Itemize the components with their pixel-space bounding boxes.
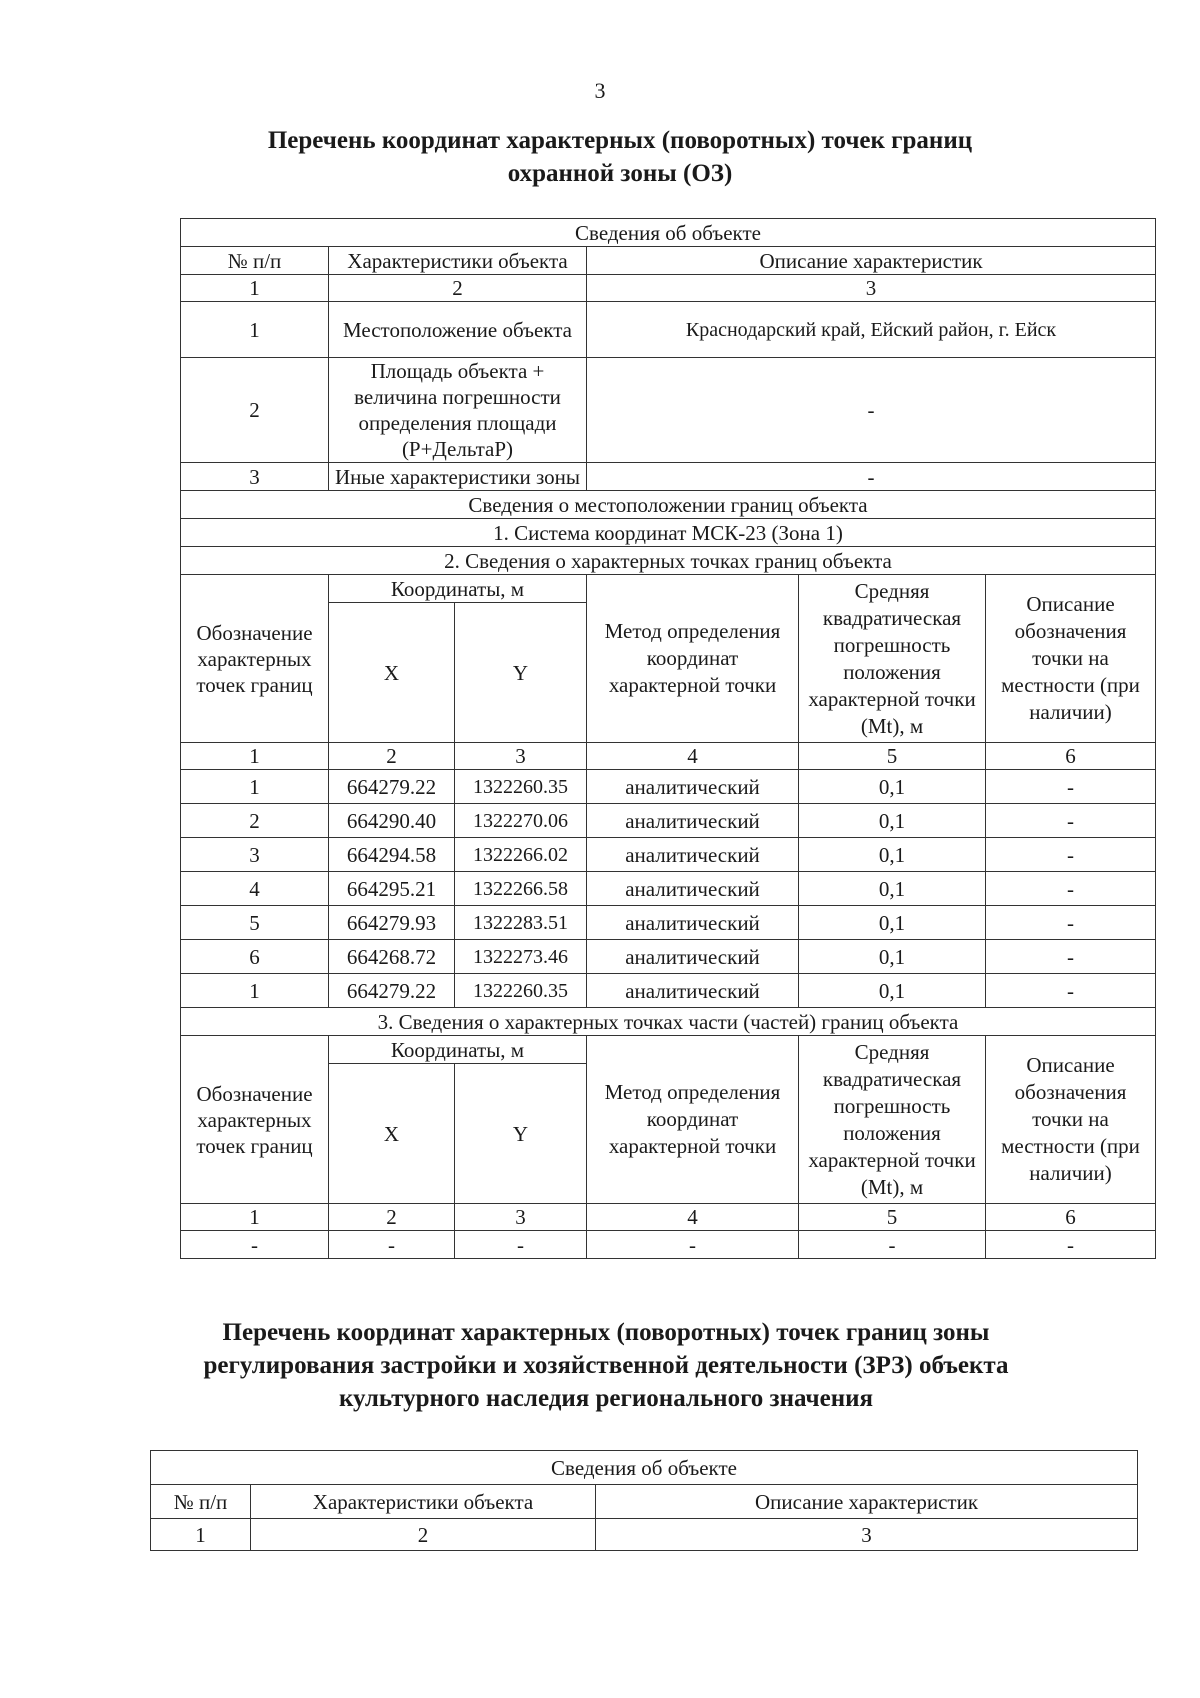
- parts-cell: -: [329, 1231, 455, 1259]
- zrz-col-desc: Описание характеристик: [596, 1485, 1138, 1519]
- zrz-section-object: Сведения об объекте: [151, 1451, 1138, 1485]
- parts-idx-6: 6: [986, 1204, 1156, 1231]
- parts-cell: -: [587, 1231, 799, 1259]
- point-mt: 0,1: [799, 974, 986, 1008]
- point-mt: 0,1: [799, 838, 986, 872]
- table-row: [181, 838, 1156, 872]
- points-idx-2: 2: [329, 743, 455, 770]
- parts-cell: -: [986, 1231, 1156, 1259]
- point-number: 6: [181, 940, 329, 974]
- oz-row-num: 1: [181, 302, 329, 358]
- parts-cell: -: [455, 1231, 587, 1259]
- oz-col-num: № п/п: [181, 247, 329, 275]
- point-x: 664290.40: [329, 804, 455, 838]
- point-desc: -: [986, 804, 1156, 838]
- point-x: 664268.72: [329, 940, 455, 974]
- points-error-header: Средняя квадратическая погрешность положения характерной точки (Mt), м: [799, 575, 986, 743]
- oz-title: Перечень координат характерных (поворотных) точек границ охранной зоны (ОЗ): [267, 127, 973, 187]
- point-number: 4: [181, 872, 329, 906]
- oz-idx-2: 2: [329, 275, 587, 302]
- parts-cell: -: [799, 1231, 986, 1259]
- point-method: аналитический: [587, 770, 799, 804]
- point-number: 3: [181, 838, 329, 872]
- zrz-table: [150, 1450, 1138, 1551]
- oz-row-name: Иные характеристики зоны: [329, 463, 587, 491]
- point-y: 1322270.06: [455, 804, 587, 838]
- point-x: 664279.93: [329, 906, 455, 940]
- parts-idx-2: 2: [329, 1204, 455, 1231]
- parts-idx-5: 5: [799, 1204, 986, 1231]
- oz-parts-title: 3. Сведения о характерных точках части (частей) границ объекта: [181, 1008, 1156, 1036]
- point-number: 5: [181, 906, 329, 940]
- point-number: 1: [181, 770, 329, 804]
- point-number: 2: [181, 804, 329, 838]
- oz-row-value: Краснодарский край, Ейский район, г. Ейск: [587, 302, 1156, 358]
- point-method: аналитический: [587, 838, 799, 872]
- point-x: 664294.58: [329, 838, 455, 872]
- point-y: 1322273.46: [455, 940, 587, 974]
- point-desc: -: [986, 974, 1156, 1008]
- zrz-idx-1: 1: [151, 1519, 251, 1551]
- parts-coords-header: Координаты, м: [329, 1036, 587, 1064]
- oz-section-object: Сведения об объекте: [181, 219, 1156, 247]
- point-desc: -: [986, 906, 1156, 940]
- zrz-idx-3: 3: [596, 1519, 1138, 1551]
- point-mt: 0,1: [799, 906, 986, 940]
- point-mt: 0,1: [799, 940, 986, 974]
- point-method: аналитический: [587, 804, 799, 838]
- oz-points-title: 2. Сведения о характерных точках границ объекта: [181, 547, 1156, 575]
- oz-row-value: -: [587, 358, 1156, 463]
- point-desc: -: [986, 872, 1156, 906]
- table-row: [181, 872, 1156, 906]
- parts-idx-3: 3: [455, 1204, 587, 1231]
- point-method: аналитический: [587, 872, 799, 906]
- parts-y-header: Y: [455, 1064, 587, 1204]
- parts-idx-1: 1: [181, 1204, 329, 1231]
- zrz-idx-2: 2: [251, 1519, 596, 1551]
- points-method-header: Метод определения координат характерной точки: [587, 575, 799, 743]
- points-idx-1: 1: [181, 743, 329, 770]
- table-row: [181, 770, 1156, 804]
- oz-coord-system: 1. Система координат МСК-23 (Зона 1): [181, 519, 1156, 547]
- point-desc: -: [986, 838, 1156, 872]
- zrz-col-num: № п/п: [151, 1485, 251, 1519]
- table-row: [181, 1231, 1156, 1259]
- point-method: аналитический: [587, 940, 799, 974]
- oz-row-name: Площадь объекта + величина погрешности определения площади (P+ДельтаP): [329, 358, 587, 463]
- zrz-col-char: Характеристики объекта: [251, 1485, 596, 1519]
- points-idx-4: 4: [587, 743, 799, 770]
- point-mt: 0,1: [799, 872, 986, 906]
- point-method: аналитический: [587, 974, 799, 1008]
- point-y: 1322266.58: [455, 872, 587, 906]
- points-idx-5: 5: [799, 743, 986, 770]
- point-x: 664279.22: [329, 770, 455, 804]
- parts-x-header: X: [329, 1064, 455, 1204]
- oz-col-desc: Описание характеристик: [587, 247, 1156, 275]
- zrz-title: Перечень координат характерных (поворотных) точек границ зоны регулирования застройки и хозяйственной деятельности (ЗРЗ) объекта культурного наследия регионального значения: [203, 1319, 1009, 1412]
- point-number: 1: [181, 974, 329, 1008]
- point-desc: -: [986, 940, 1156, 974]
- parts-description-header: Описание обозначения точки на местности (при наличии): [986, 1036, 1156, 1204]
- parts-idx-4: 4: [587, 1204, 799, 1231]
- page-number: 3: [594, 78, 606, 103]
- table-row: [181, 974, 1156, 1008]
- point-mt: 0,1: [799, 804, 986, 838]
- table-row: [181, 804, 1156, 838]
- point-x: 664295.21: [329, 872, 455, 906]
- oz-section-location: Сведения о местоположении границ объекта: [181, 491, 1156, 519]
- oz-row-num: 3: [181, 463, 329, 491]
- oz-row-value: -: [587, 463, 1156, 491]
- point-y: 1322260.35: [455, 974, 587, 1008]
- points-coords-header: Координаты, м: [329, 575, 587, 603]
- points-x-header: X: [329, 603, 455, 743]
- points-idx-3: 3: [455, 743, 587, 770]
- parts-cell: -: [181, 1231, 329, 1259]
- point-y: 1322283.51: [455, 906, 587, 940]
- points-y-header: Y: [455, 603, 587, 743]
- points-idx-6: 6: [986, 743, 1156, 770]
- oz-row-name: Местоположение объекта: [329, 302, 587, 358]
- table-row: [181, 940, 1156, 974]
- parts-designation-header: Обозначение характерных точек границ: [181, 1036, 329, 1204]
- oz-col-char: Характеристики объекта: [329, 247, 587, 275]
- table-row: [181, 906, 1156, 940]
- oz-idx-3: 3: [587, 275, 1156, 302]
- point-y: 1322266.02: [455, 838, 587, 872]
- oz-idx-1: 1: [181, 275, 329, 302]
- parts-error-header: Средняя квадратическая погрешность положения характерной точки (Mt), м: [799, 1036, 986, 1204]
- point-desc: -: [986, 770, 1156, 804]
- point-mt: 0,1: [799, 770, 986, 804]
- point-method: аналитический: [587, 906, 799, 940]
- oz-row-num: 2: [181, 358, 329, 463]
- parts-method-header: Метод определения координат характерной точки: [587, 1036, 799, 1204]
- point-y: 1322260.35: [455, 770, 587, 804]
- points-description-header: Описание обозначения точки на местности (при наличии): [986, 575, 1156, 743]
- oz-table: [180, 218, 1156, 1259]
- points-designation-header: Обозначение характерных точек границ: [181, 575, 329, 743]
- point-x: 664279.22: [329, 974, 455, 1008]
